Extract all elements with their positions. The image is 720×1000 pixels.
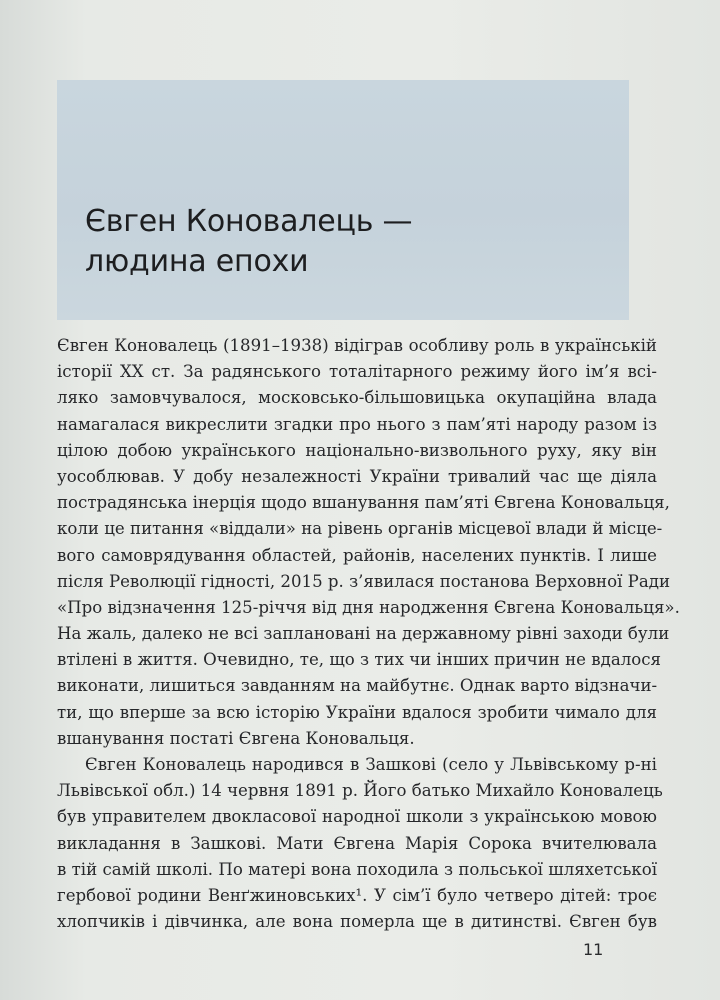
text-line: пострадянська інерція щодо вшанування пам’яті Євгена Коновальця, (57, 493, 670, 513)
text-line: уособлював. У добу незалежності України тривалий час ще діяла (57, 466, 657, 486)
text-line: Євген Коновалець (1891–1938) відіграв особливу роль в українській (57, 336, 657, 355)
chapter-title-line-2: людина епохи (85, 244, 309, 279)
page-number: 11 (583, 940, 604, 959)
text-line: гербової родини Венґжиновських¹. У сім’ї було четверо дітей: троє (57, 885, 657, 905)
text-line: після Революції гідності, 2015 р. з’явилася постанова Верховної Ради (57, 571, 671, 591)
text-line: ляко замовчувалося, московсько-більшовицька окупаційна влада (57, 388, 657, 408)
text-line: був управителем двокласової народної школи з українською мовою (57, 807, 657, 827)
chapter-title (85, 202, 412, 282)
text-line: коли це питання «віддали» на рівень органів місцевої влади й місце- (57, 519, 663, 539)
text-line: ти, що вперше за всю історію України вдалося зробити чимало для (57, 702, 657, 722)
text-line: в тій самій школі. По матері вона походила з польської шляхетської (57, 859, 658, 879)
paragraph-1 (57, 333, 680, 752)
text-line: намагалася викреслити згадки про нього з пам’яті народу разом із (57, 414, 657, 434)
text-line: «Про відзначення 125-річчя від дня народження Євгена Коновальця». (57, 597, 680, 617)
chapter-title-line-1: Євген Коновалець — (85, 204, 413, 239)
chapter-header-band (57, 80, 629, 320)
text-line: вого самоврядування областей, районів, населених пунктів. І лише (57, 545, 657, 565)
text-line: На жаль, далеко не всі заплановані на державному рівні заходи були (57, 624, 670, 644)
text-line: Євген Коновалець народився в Зашкові (село у Львівському р-ні (85, 755, 657, 774)
text-line: вшанування постаті Євгена Коновальця. (57, 728, 415, 748)
paragraph-2 (57, 752, 663, 935)
text-line: цілою добою українського національно-визвольного руху, яку він (57, 440, 657, 460)
text-line: виконати, лишиться завданням на майбутнє. Однак варто відзначи- (57, 676, 658, 696)
text-line: історії XX ст. За радянського тоталітарного режиму його ім’я всі- (57, 362, 657, 382)
body-text (57, 333, 680, 935)
text-line: втілені в життя. Очевидно, те, що з тих чи інших причин не вдалося (57, 650, 662, 670)
text-line: викладання в Зашкові. Мати Євгена Марія Сорока вчителювала (57, 833, 657, 853)
text-line: хлопчиків і дівчинка, але вона померла ще в дитинстві. Євген був (57, 912, 657, 932)
text-line: Львівської обл.) 14 червня 1891 р. Його батько Михайло Коновалець (57, 781, 663, 801)
